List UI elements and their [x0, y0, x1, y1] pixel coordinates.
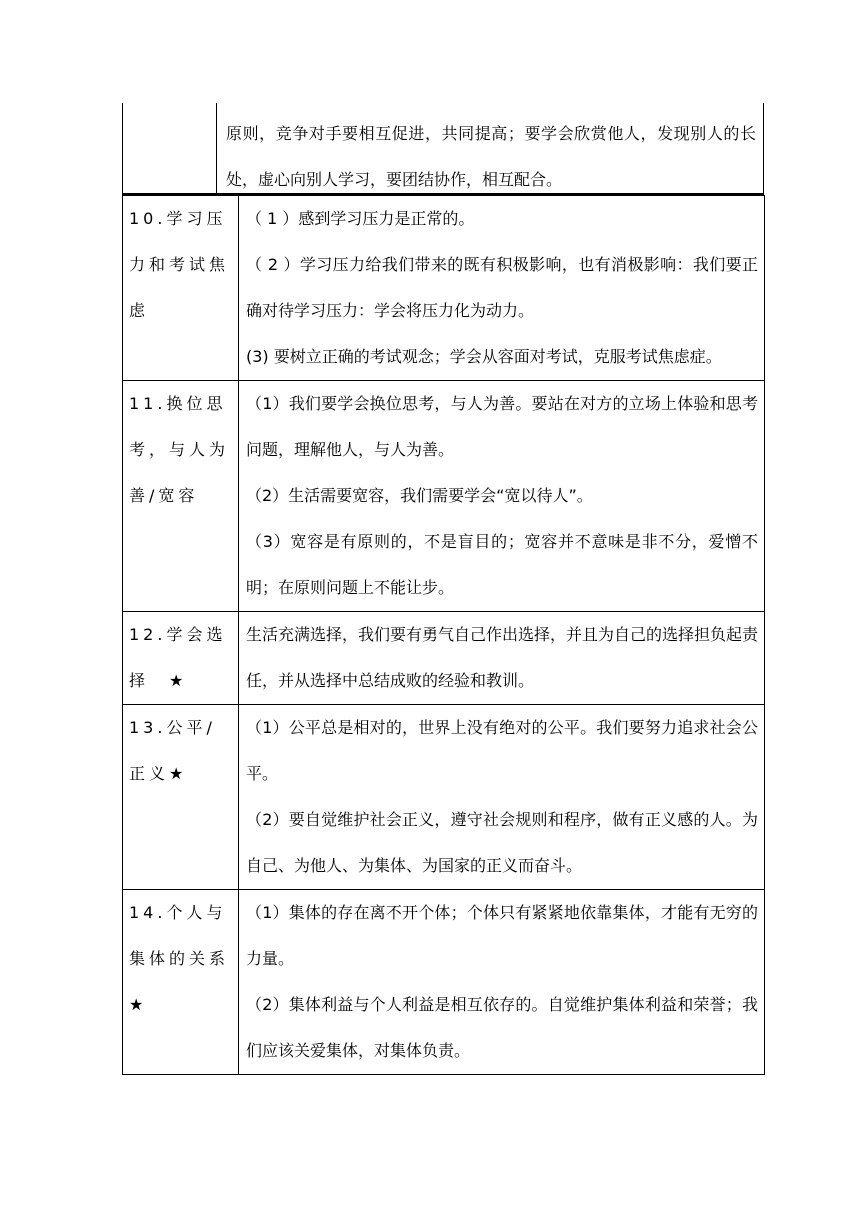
table-row	[123, 612, 765, 705]
content-paragraph: （2）要自觉维护社会正义，遵守社会规则和程序，做有正义感的人。为自己、为他人、为集体、为国家的正义而奋斗。	[246, 810, 758, 875]
topic-cell: 10.学习压力和考试焦虑	[123, 196, 239, 381]
topic-cell: 13.公平/正义★	[123, 705, 239, 890]
content-paragraph: （ 2 ）学习压力给我们带来的既有积极影响，也有消极影响：我们要正确对待学习压力：学会将压力化为动力。	[246, 255, 758, 320]
content-cell	[239, 890, 765, 1075]
content-paragraph: （1）公平总是相对的，世界上没有绝对的公平。我们要努力追求社会公平。	[246, 718, 758, 783]
content-paragraph: 生活充满选择，我们要有勇气自己作出选择，并且为自己的选择担负起责任，并从选择中总结成败的经验和教训。	[246, 625, 759, 690]
content-cell	[239, 705, 765, 890]
content-paragraph: （ 1 ）感到学习压力是正常的。	[246, 209, 475, 228]
content-paragraph: （1）集体的存在离不开个体；个体只有紧紧地依靠集体，才能有无穷的力量。	[246, 903, 758, 968]
table-row	[123, 381, 765, 612]
content-paragraph: （2）生活需要宽容，我们需要学会“宽以待人”。	[246, 486, 593, 505]
topic-cell: 12.学会选择 ★	[123, 612, 239, 705]
knowledge-table	[122, 195, 765, 1075]
content-paragraph: (3) 要树立正确的考试观念；学会从容面对考试，克服考试焦虑症。	[246, 347, 722, 366]
topic-cell: 14.个人与集体的关系★	[123, 890, 239, 1075]
content-paragraph: （1）我们要学会换位思考，与人为善。要站在对方的立场上体验和思考问题，理解他人，与人为善。	[246, 394, 758, 459]
topic-cell: 11.换位思考，与人为善/宽容	[123, 381, 239, 612]
table-row	[123, 196, 765, 381]
continued-cell-text: 原则，竞争对手要相互促进，共同提高；要学会欣赏他人，发现别人的长处，虚心向别人学习，要团结协作，相互配合。	[226, 124, 756, 189]
table-border-left	[122, 103, 123, 193]
content-cell	[239, 381, 765, 612]
continued-table-fragment	[122, 103, 764, 195]
content-cell	[239, 612, 765, 705]
table-row	[123, 890, 765, 1075]
content-paragraph: （2）集体利益与个人利益是相互依存的。自觉维护集体利益和荣誉；我们应该关爱集体，对集体负责。	[246, 995, 758, 1060]
content-paragraph: （3）宽容是有原则的，不是盲目的；宽容并不意味是非不分，爱憎不明；在原则问题上不能让步。	[246, 532, 758, 597]
content-cell	[239, 196, 765, 381]
table-column-divider	[216, 103, 217, 193]
table-border-right	[763, 103, 764, 193]
table-row	[123, 705, 765, 890]
